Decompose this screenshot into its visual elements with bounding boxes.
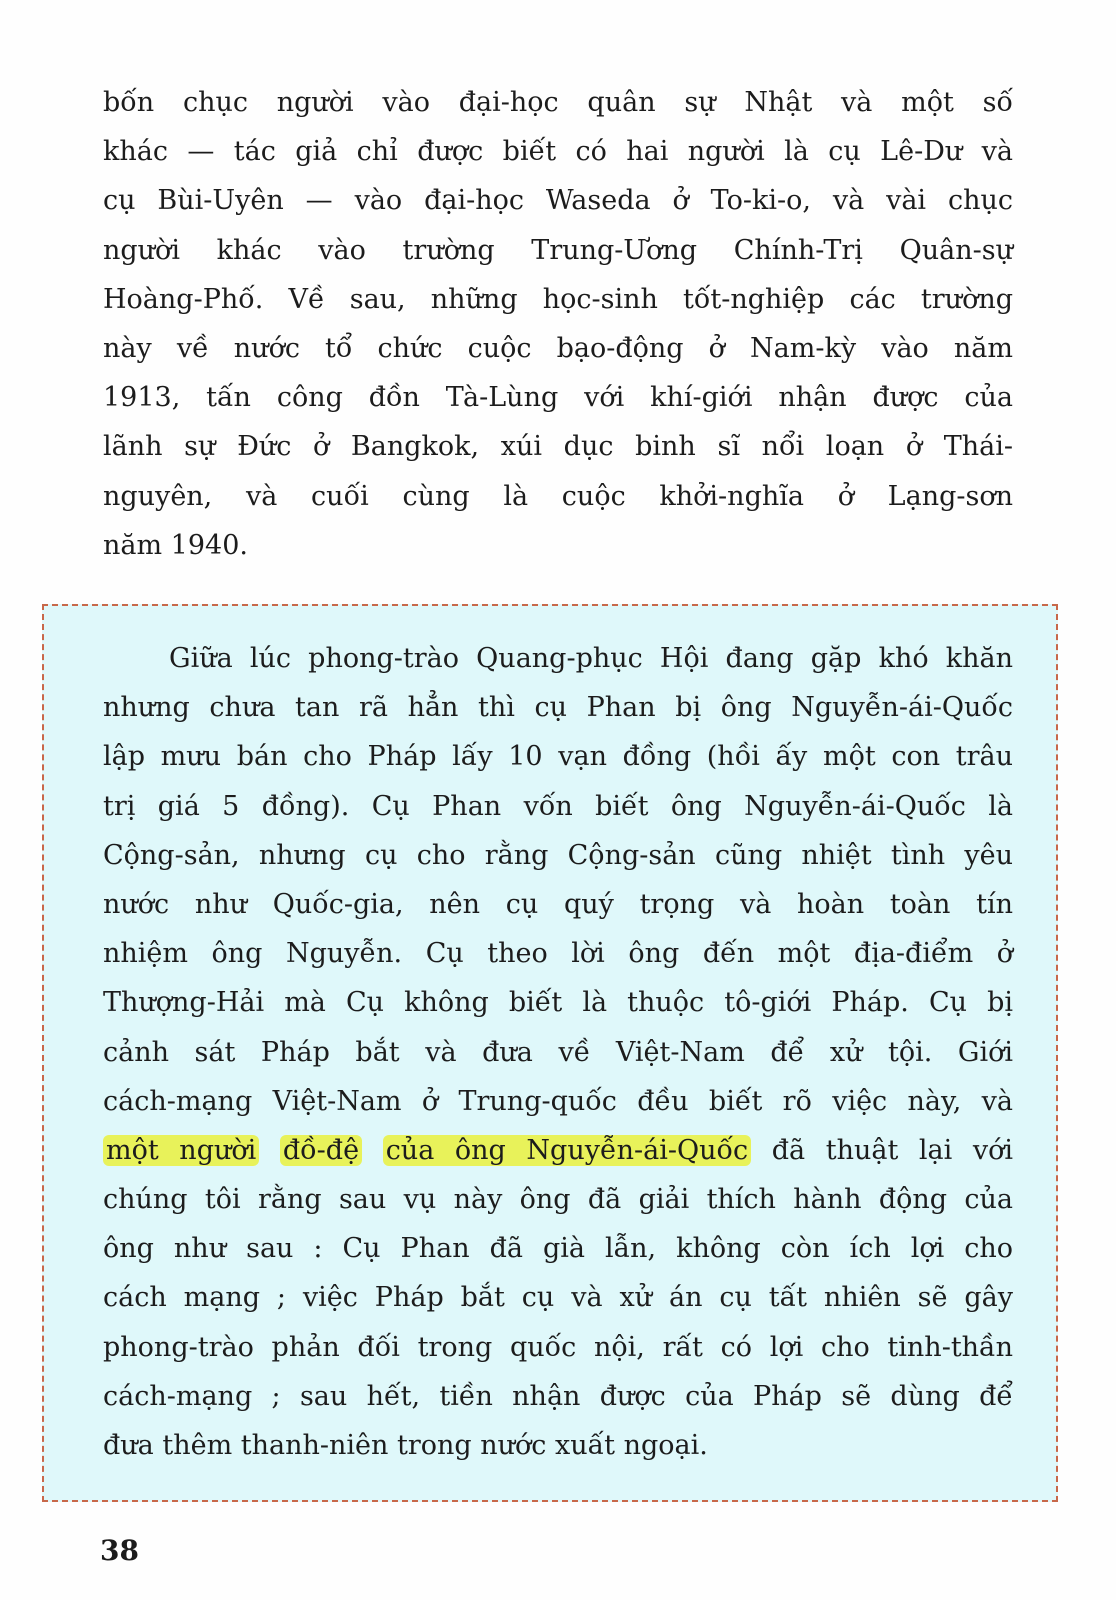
text-line: nguyên, và cuối cùng là cuộc khởi-nghĩa ở Lạng-sơn: [103, 480, 1013, 512]
highlight-phrase-1: một người: [103, 1135, 259, 1166]
text-line: đưa thêm thanh-niên trong nước xuất ngoại.: [103, 1430, 708, 1461]
text-line: cách mạng ; việc Pháp bắt cụ và xử án cụ tất nhiên sẽ gây: [103, 1282, 1013, 1314]
text-line: Giữa lúc phong-trào Quang-phục Hội đang gặp khó khăn: [169, 643, 1013, 674]
text-line: Hoàng-Phố. Về sau, những học-sinh tốt-nghiệp các trường: [103, 283, 1013, 315]
text-line: người khác vào trường Trung-Ương Chính-Trị Quân-sự: [103, 234, 1013, 266]
text-line: cụ Bùi-Uyên — vào đại-học Waseda ở To-ki-o, và vài chục: [103, 185, 1013, 217]
text-line: bốn chục người vào đại-học quân sự Nhật và một số: [103, 87, 1013, 118]
callout-paragraph: [103, 634, 1013, 1470]
text-fragment: đã thuật lại với: [771, 1134, 1013, 1166]
highlight-phrase-2: đồ-đệ: [280, 1135, 362, 1166]
page-number: 38: [100, 1534, 139, 1567]
text-line: nước như Quốc-gia, nên cụ quý trọng và hoàn toàn tín: [103, 888, 1013, 920]
top-paragraph: [103, 78, 1013, 570]
text-line: cách-mạng ; sau hết, tiền nhận được của Pháp sẽ dùng để: [103, 1380, 1013, 1412]
highlight-phrase-3: của ông Nguyễn-ái-Quốc: [383, 1135, 751, 1166]
text-line: nhưng chưa tan rã hẳn thì cụ Phan bị ông Nguyễn-ái-Quốc: [103, 692, 1013, 724]
text-line: cảnh sát Pháp bắt và đưa về Việt-Nam để xử tội. Giới: [103, 1036, 1013, 1068]
highlighted-line: [103, 1126, 1013, 1175]
text-line: phong-trào phản đối trong quốc nội, rất có lợi cho tinh-thần: [103, 1331, 1013, 1363]
text-line: khác — tác giả chỉ được biết có hai người là cụ Lê-Dư và: [103, 136, 1013, 168]
text-line: chúng tôi rằng sau vụ này ông đã giải thích hành động của: [103, 1184, 1013, 1216]
text-line: ông như sau : Cụ Phan đã già lẫn, không còn ích lợi cho: [103, 1233, 1013, 1265]
text-line: Thượng-Hải mà Cụ không biết là thuộc tô-giới Pháp. Cụ bị: [103, 987, 1013, 1019]
text-line: này về nước tổ chức cuộc bạo-động ở Nam-kỳ vào năm: [103, 332, 1013, 364]
text-line: lãnh sự Đức ở Bangkok, xúi dục binh sĩ nổi loạn ở Thái-: [103, 431, 1013, 463]
text-line: lập mưu bán cho Pháp lấy 10 vạn đồng (hồi ấy một con trâu: [103, 741, 1013, 773]
text-line: cách-mạng Việt-Nam ở Trung-quốc đều biết rõ việc này, và: [103, 1085, 1013, 1117]
text-line: nhiệm ông Nguyễn. Cụ theo lời ông đến một địa-điểm ở: [103, 938, 1013, 970]
text-line: Cộng-sản, nhưng cụ cho rằng Cộng-sản cũng nhiệt tình yêu: [103, 839, 1013, 871]
text-line: trị giá 5 đồng). Cụ Phan vốn biết ông Nguyễn-ái-Quốc là: [103, 790, 1013, 822]
text-line: năm 1940.: [103, 529, 248, 561]
text-line: 1913, tấn công đồn Tà-Lùng với khí-giới nhận được của: [103, 382, 1013, 414]
